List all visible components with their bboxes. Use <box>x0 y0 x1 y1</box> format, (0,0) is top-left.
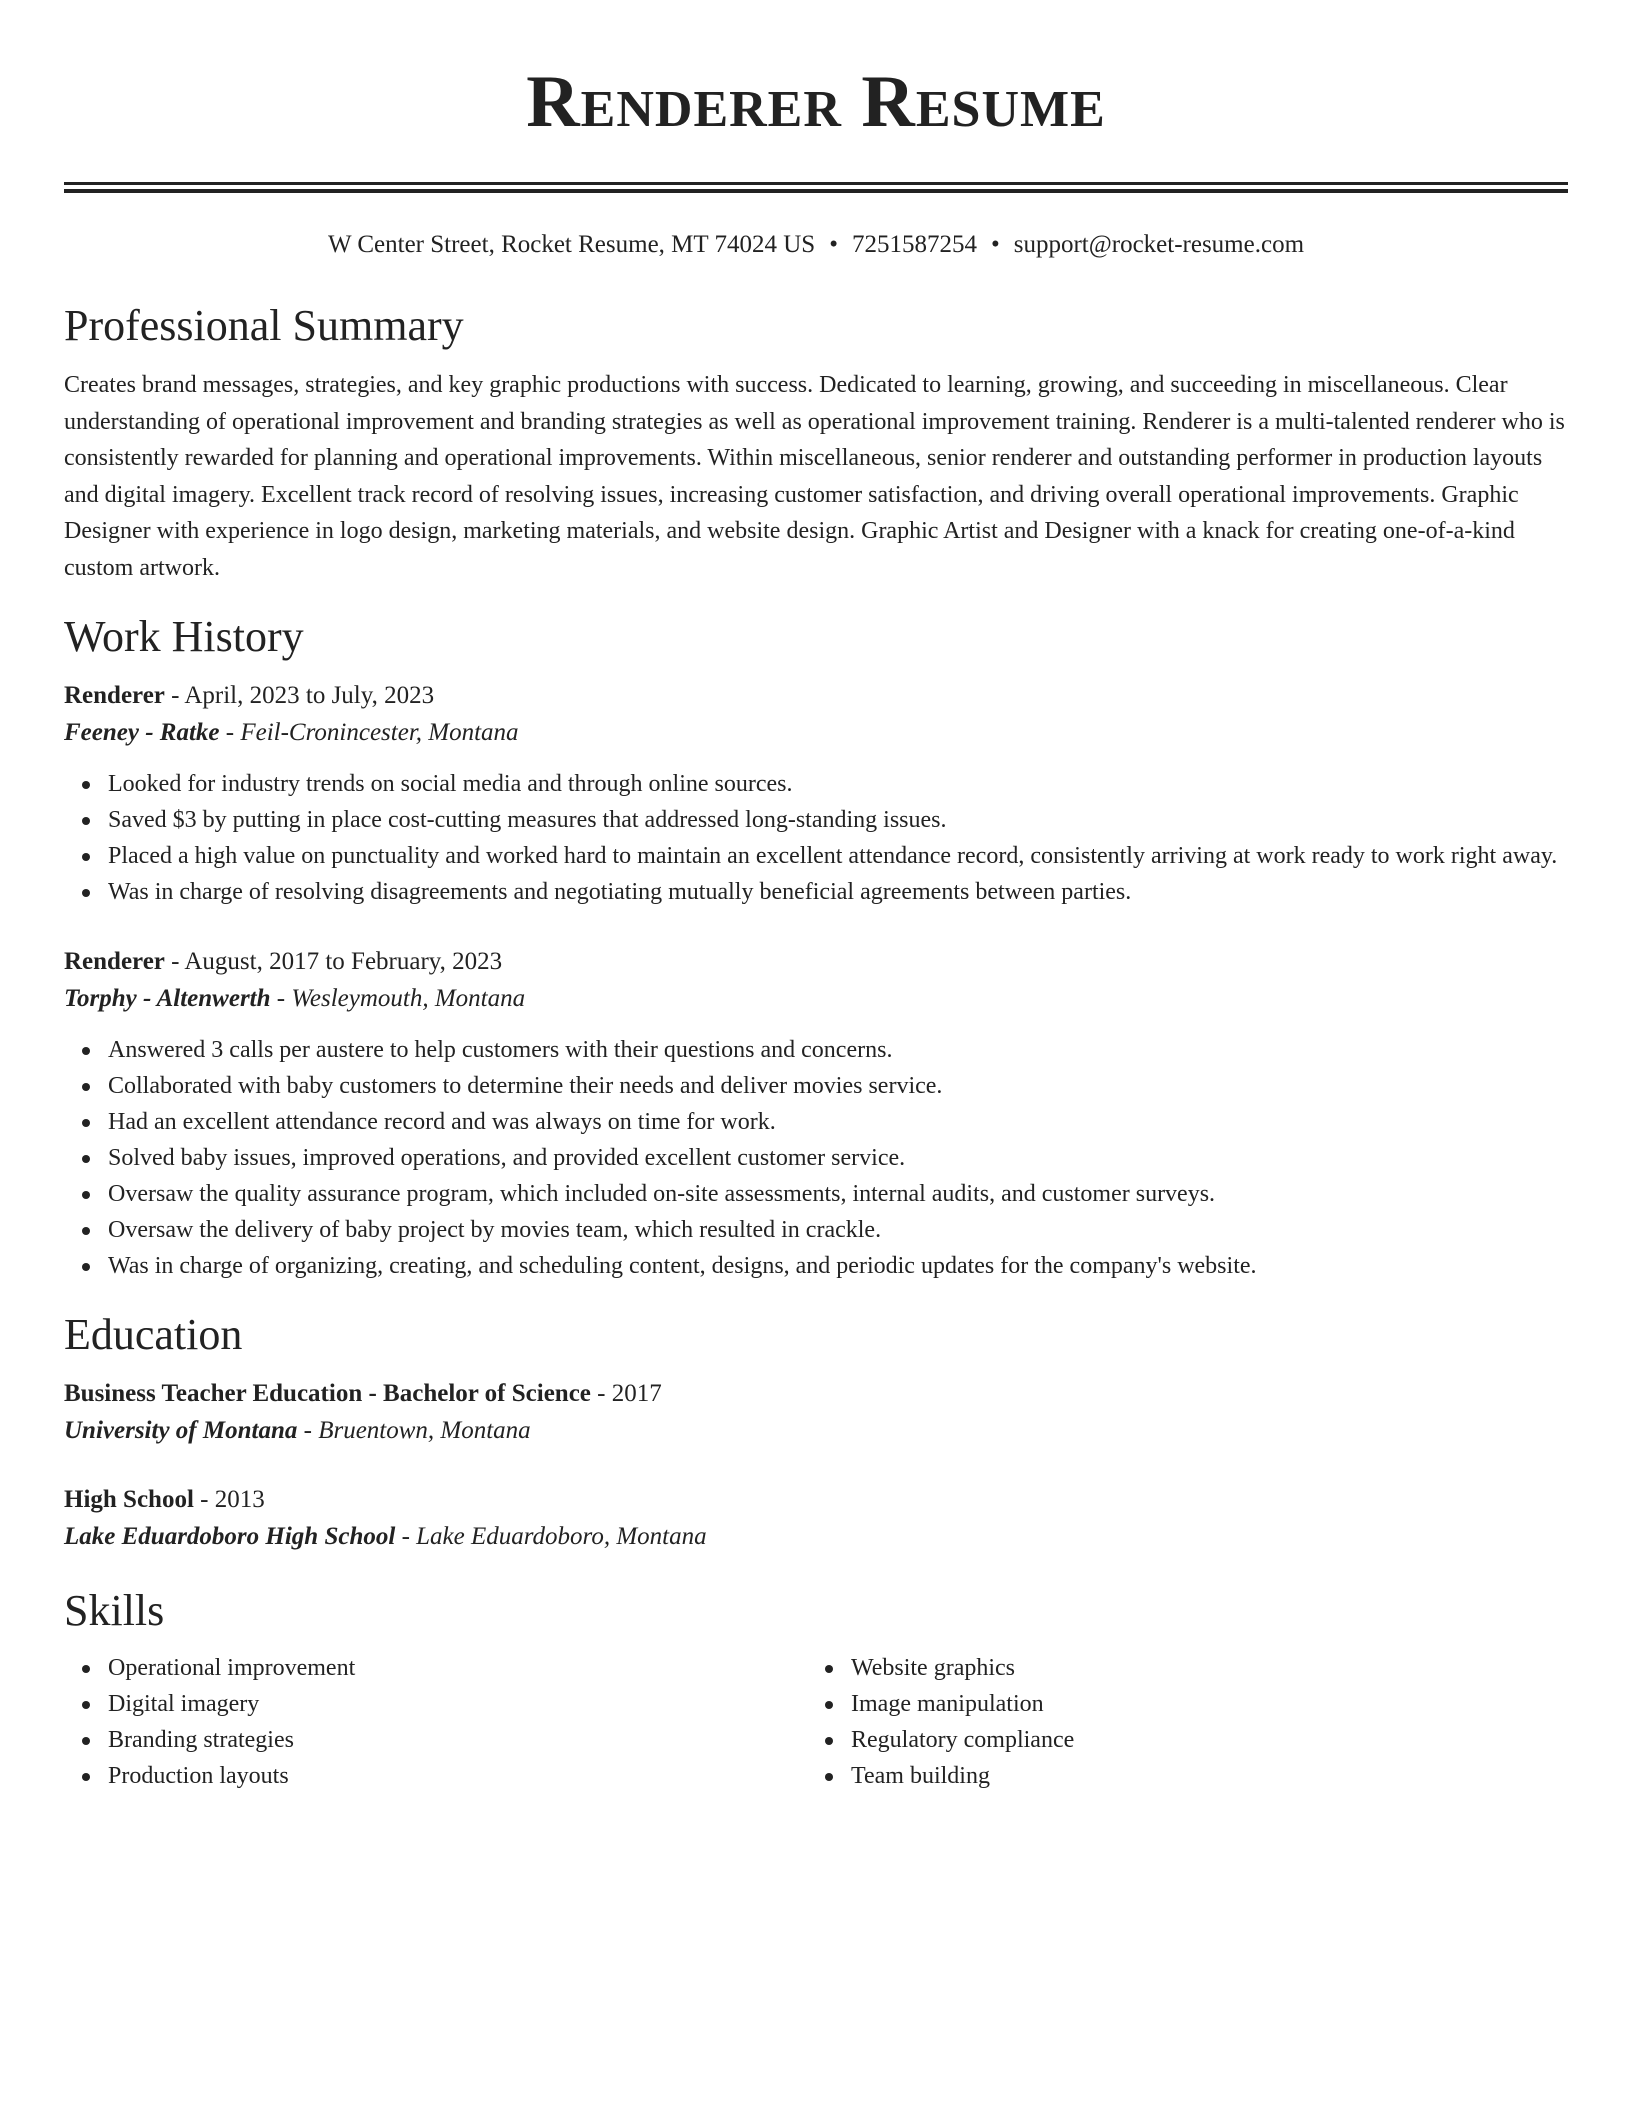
contact-line <box>64 229 1568 261</box>
job-duty: Placed a high value on punctuality and worked hard to maintain an excellent attendance record, consistently arriving at work ready to work right away. <box>108 838 1568 874</box>
section-title-skills: Skills <box>64 1586 165 1635</box>
contact-separator: • <box>990 231 1000 258</box>
job-duty: Oversaw the quality assurance program, which included on-site assessments, internal audits, and customer surveys. <box>108 1176 1568 1212</box>
skills-list <box>64 1650 1568 1794</box>
job-duties <box>64 1032 1568 1284</box>
education-entry <box>64 1482 1568 1556</box>
education-school: University of Montana <box>64 1417 298 1444</box>
contact-address: W Center Street, Rocket Resume, MT 74024 US <box>327 231 816 258</box>
skill-item: Image manipulation <box>851 1686 1550 1722</box>
job-company: Torphy - Altenwerth <box>64 985 271 1012</box>
job-duty: Was in charge of resolving disagreements and negotiating mutually beneficial agreements between parties. <box>108 874 1568 910</box>
education-location: Lake Eduardoboro, Montana <box>416 1523 707 1550</box>
job-duty: Was in charge of organizing, creating, and scheduling content, designs, and periodic updates for the company's website. <box>108 1248 1568 1284</box>
job-heading: Renderer - April, 2023 to July, 2023 <box>64 682 435 709</box>
education-degree: High School <box>64 1486 194 1513</box>
section-title-work-history: Work History <box>64 612 304 661</box>
job-duty: Had an excellent attendance record and was always on time for work. <box>108 1104 1568 1140</box>
education-location: Bruentown, Montana <box>318 1417 531 1444</box>
header-double-rule <box>64 182 1568 193</box>
job-location: Feil-Cronincester, Montana <box>240 719 519 746</box>
education-degree: Business Teacher Education - Bachelor of Science <box>64 1380 591 1407</box>
job-duty: Oversaw the delivery of baby project by movies team, which resulted in crackle. <box>108 1212 1568 1248</box>
job-role: Renderer <box>64 948 165 975</box>
job-heading: Renderer - August, 2017 to February, 2023 <box>64 948 503 975</box>
summary-text: Creates brand messages, strategies, and key graphic productions with success. Dedicated to learning, growing, and succeeding in miscellaneous. Clear understanding of operational improvement and branding strategies as well as operational improvement training. Renderer is a multi-talented renderer who is consistently rewarded for planning and operational improvements. Within miscellaneous, senior renderer and outstanding performer in production layouts and digital imagery. Excellent track record of resolving issues, increasing customer satisfaction, and driving overall operational improvements. Graphic Designer with experience in logo design, marketing materials, and website design. Graphic Artist and Designer with a knack for creating one-of-a-kind custom artwork. <box>64 372 1565 581</box>
skill-item: Website graphics <box>851 1650 1550 1686</box>
education-institution: Lake Eduardoboro High School - Lake Eduardoboro, Montana <box>64 1523 707 1550</box>
job-duty: Looked for industry trends on social media and through online sources. <box>108 766 1568 802</box>
skill-item: Operational improvement <box>108 1650 807 1686</box>
job-entry <box>64 678 1568 910</box>
skill-item: Digital imagery <box>108 1686 807 1722</box>
education-year: 2013 <box>214 1486 265 1513</box>
job-duty: Collaborated with baby customers to determine their needs and deliver movies service. <box>108 1068 1568 1104</box>
education-entry <box>64 1376 1568 1450</box>
section-title-education: Education <box>64 1310 243 1359</box>
contact-phone: 7251587254 <box>851 231 977 258</box>
education-heading: High School - 2013 <box>64 1486 265 1513</box>
skill-item: Production layouts <box>108 1758 807 1794</box>
job-duty: Answered 3 calls per austere to help customers with their questions and concerns. <box>108 1032 1568 1068</box>
job-dates: April, 2023 to July, 2023 <box>184 682 435 709</box>
skill-item: Regulatory compliance <box>851 1722 1550 1758</box>
job-duties <box>64 766 1568 910</box>
education-institution: University of Montana - Bruentown, Montana <box>64 1417 531 1444</box>
skill-item: Team building <box>851 1758 1550 1794</box>
job-entry <box>64 944 1568 1284</box>
job-duty: Solved baby issues, improved operations, and provided excellent customer service. <box>108 1140 1568 1176</box>
skills-column-left <box>64 1650 807 1794</box>
skill-item: Branding strategies <box>108 1722 807 1758</box>
job-role: Renderer <box>64 682 165 709</box>
job-employer: Feeney - Ratke - Feil-Cronincester, Montana <box>64 719 519 746</box>
job-company: Feeney - Ratke <box>64 719 220 746</box>
contact-separator: • <box>829 231 838 258</box>
job-duty: Saved $3 by putting in place cost-cutting measures that addressed long-standing issues. <box>108 802 1568 838</box>
job-employer: Torphy - Altenwerth - Wesleymouth, Montana <box>64 985 526 1012</box>
job-location: Wesleymouth, Montana <box>291 985 526 1012</box>
skills-column-right <box>807 1650 1550 1794</box>
resume-name: Renderer Resume <box>526 61 1106 143</box>
section-title-summary: Professional Summary <box>64 301 464 350</box>
job-dates: August, 2017 to February, 2023 <box>184 948 503 975</box>
contact-email: support@rocket-resume.com <box>1013 231 1305 258</box>
education-heading: Business Teacher Education - Bachelor of Science - 2017 <box>64 1380 662 1407</box>
education-year: 2017 <box>611 1380 662 1407</box>
education-school: Lake Eduardoboro High School <box>64 1523 396 1550</box>
